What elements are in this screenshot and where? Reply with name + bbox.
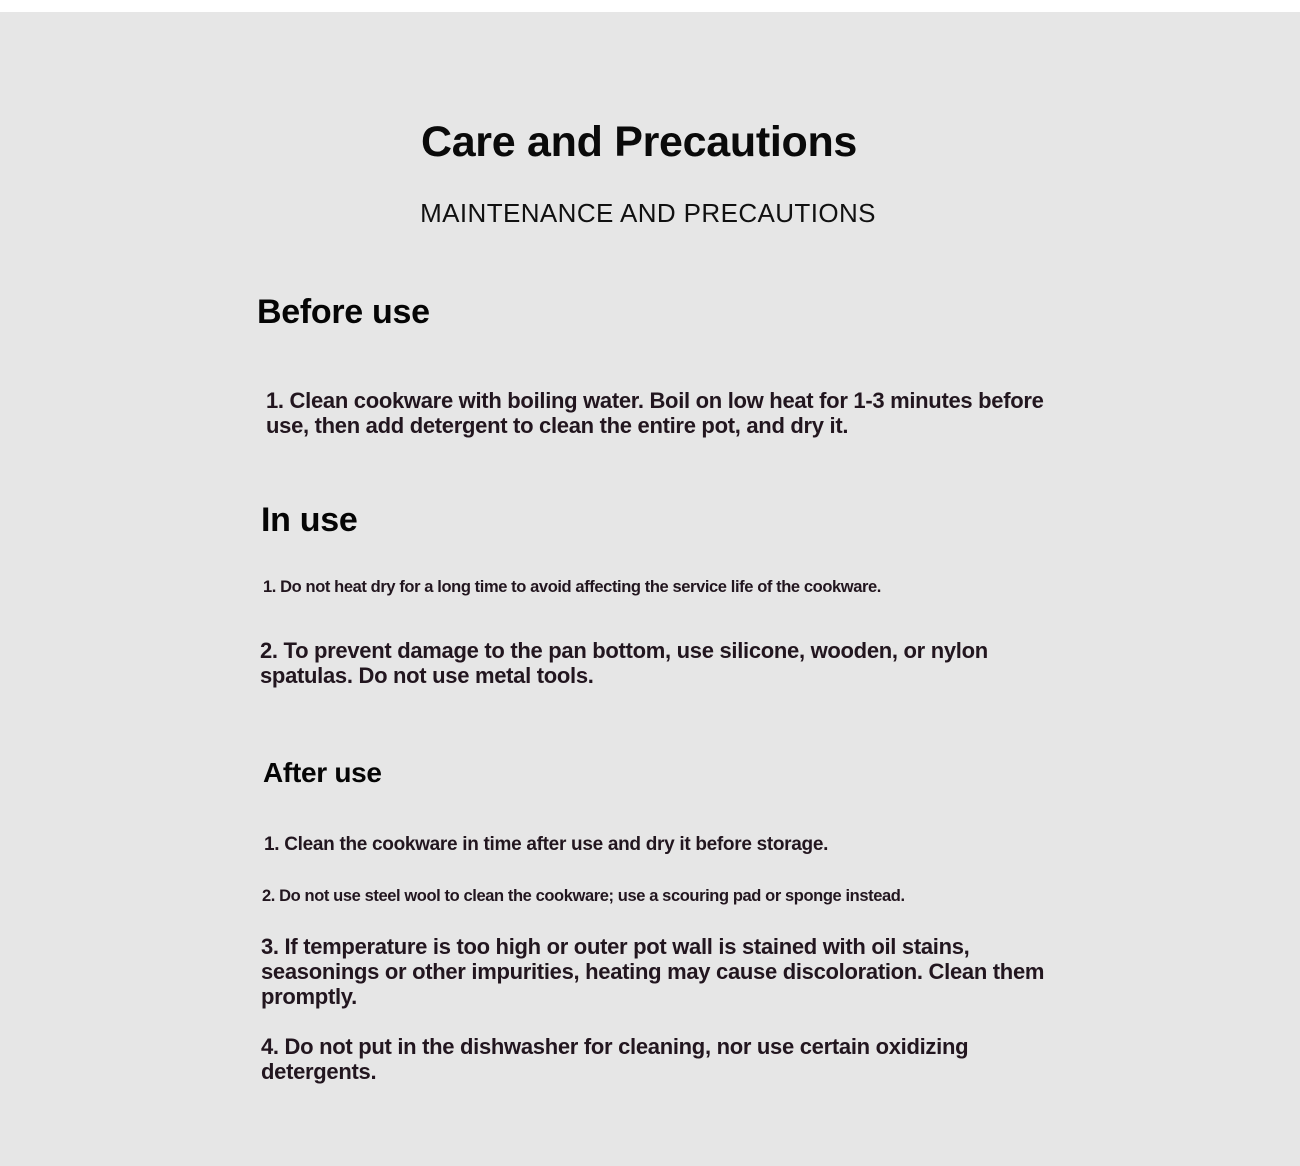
in-use-item-2: 2. To prevent damage to the pan bottom, use silicone, wooden, or nylon spatulas. Do not use metal tools.: [260, 638, 988, 688]
in-use-item-1: 1. Do not heat dry for a long time to avoid affecting the service life of the cookware.: [263, 578, 881, 596]
before-use-item-1: 1. Clean cookware with boiling water. Boil on low heat for 1-3 minutes before use, then add detergent to clean the entire pot, and dry it.: [266, 388, 1044, 438]
after-use-item-1: 1. Clean the cookware in time after use and dry it before storage.: [264, 834, 829, 855]
page-title: Care and Precautions: [420, 118, 858, 166]
page-subtitle: MAINTENANCE AND PRECAUTIONS: [420, 198, 876, 228]
after-use-item-2: 2. Do not use steel wool to clean the cookware; use a scouring pad or sponge instead.: [262, 887, 905, 905]
section-heading-after-use: After use: [263, 757, 382, 788]
section-heading-before-use: Before use: [257, 293, 430, 331]
section-heading-in-use: In use: [261, 501, 358, 539]
after-use-item-3: 3. If temperature is too high or outer pot wall is stained with oil stains, seasonings or other impurities, heating may cause discoloration. Clean them promptly.: [261, 934, 1045, 1009]
after-use-item-4: 4. Do not put in the dishwasher for cleaning, nor use certain oxidizing detergents.: [261, 1034, 969, 1084]
